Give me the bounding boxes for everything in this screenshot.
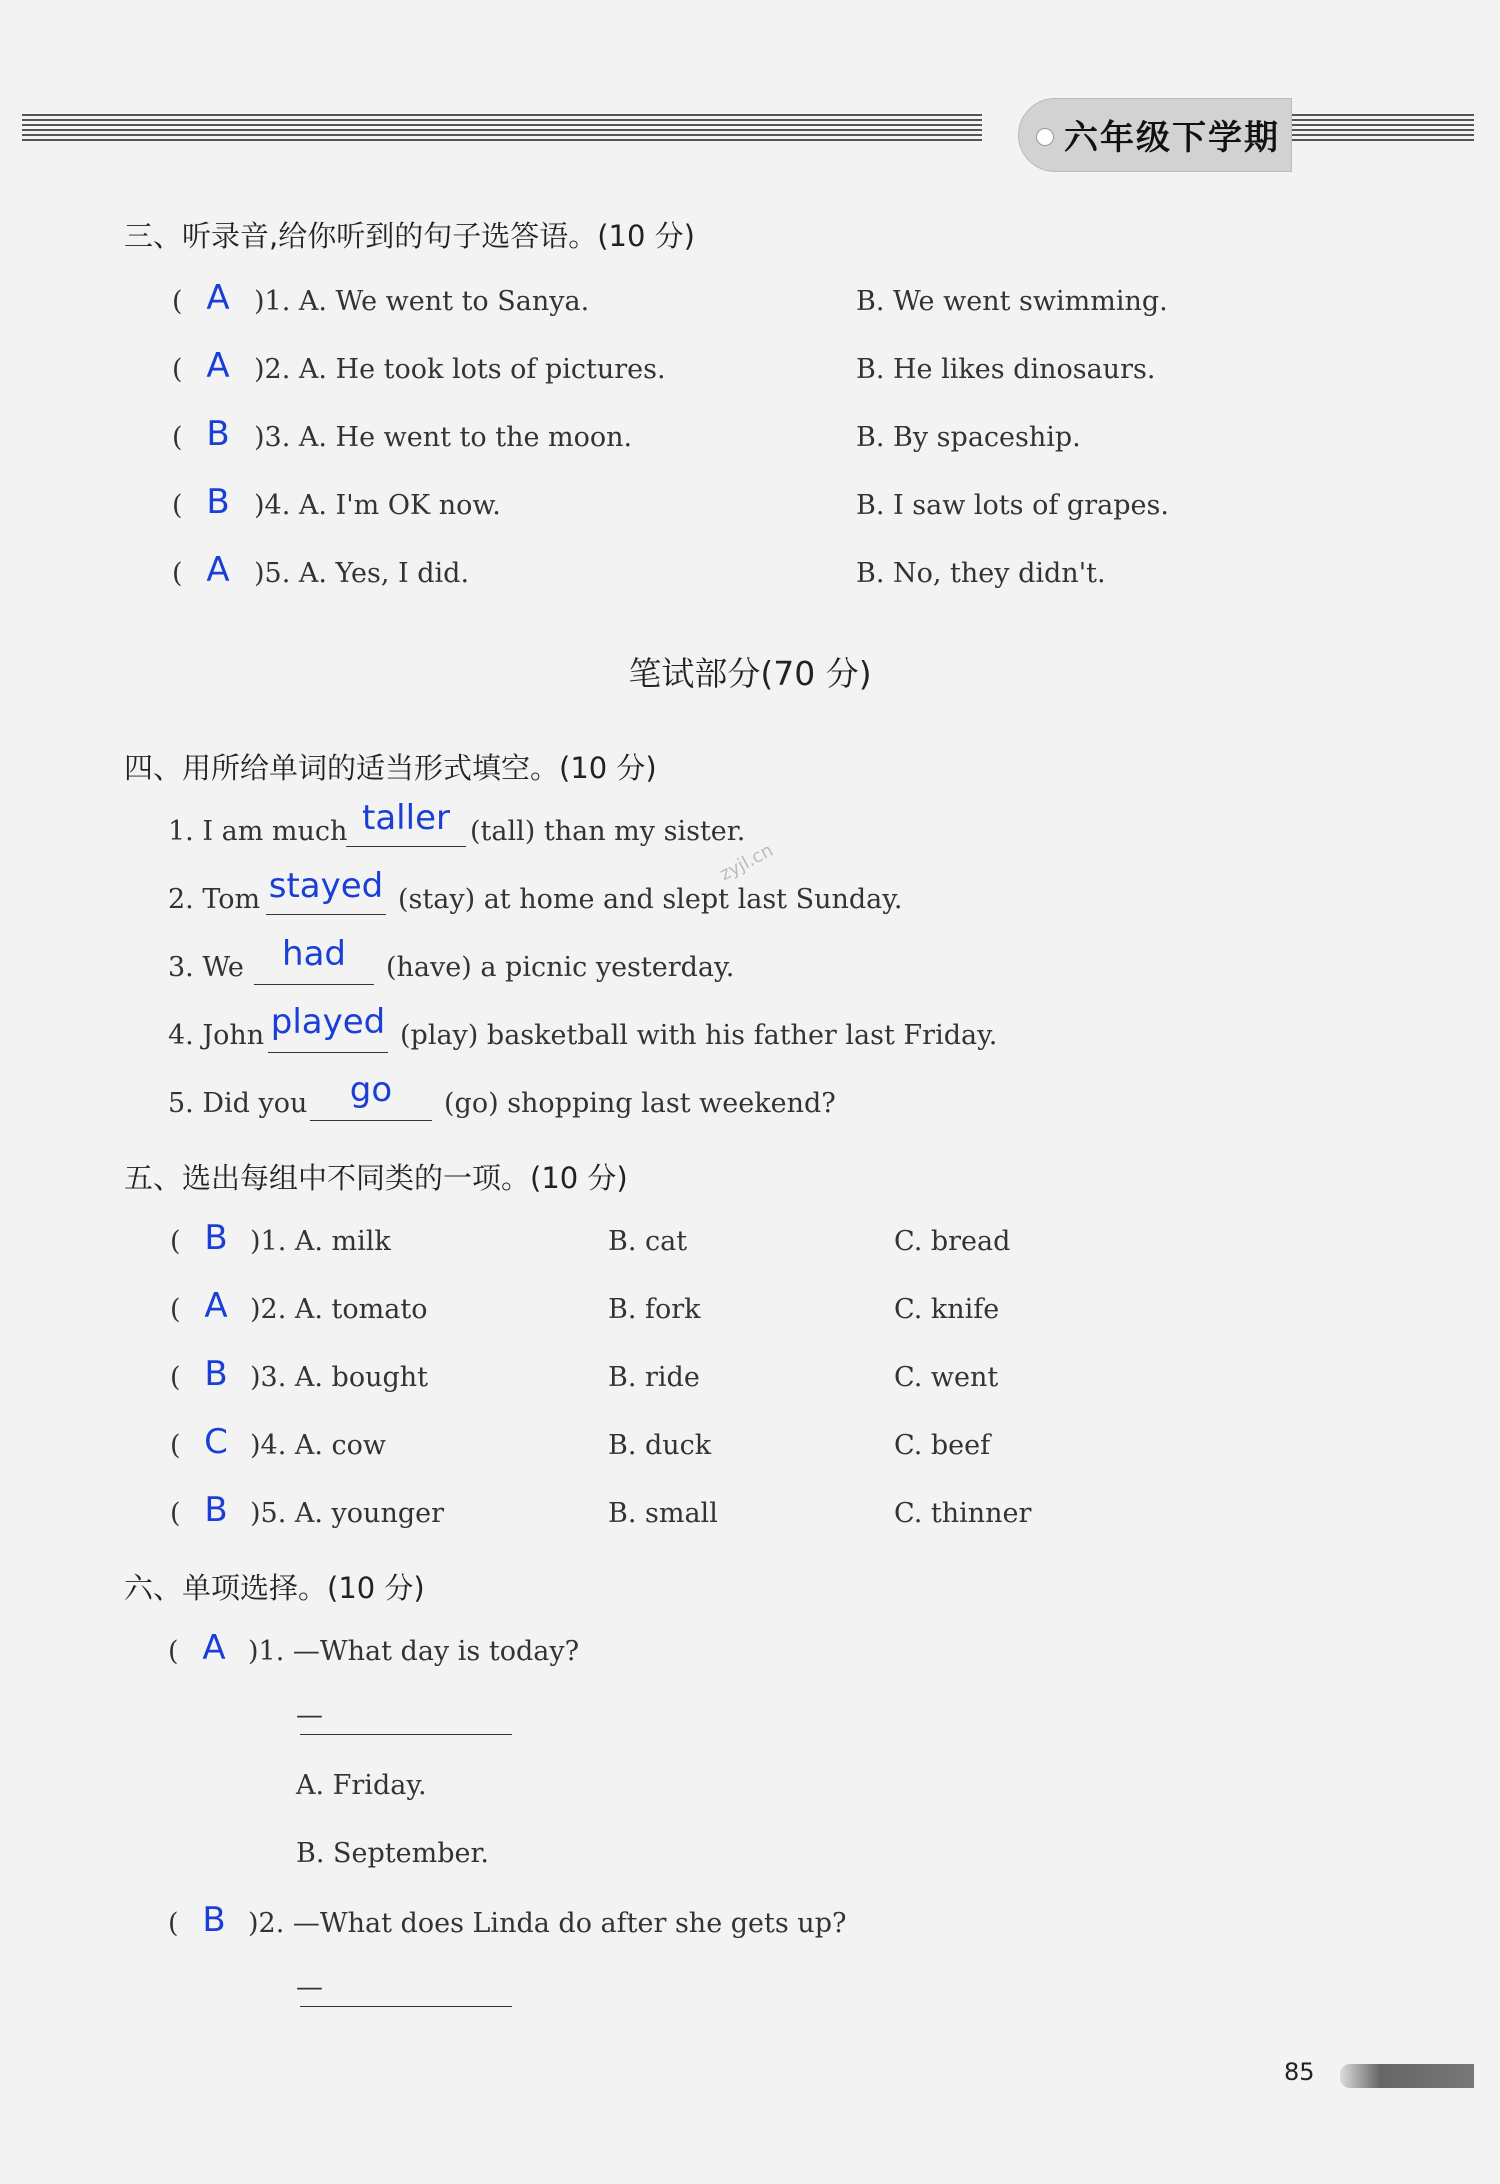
header-rule-right xyxy=(1292,114,1474,158)
section5-title: 五、选出每组中不同类的一项。(10 分) xyxy=(124,1161,628,1195)
sentence-start: 2. Tom xyxy=(168,884,261,915)
answer-mark: B xyxy=(202,1900,226,1940)
option-a: )2. A. He took lots of pictures. xyxy=(254,354,666,385)
option-b: B. We went swimming. xyxy=(856,286,1168,317)
fill-answer: played xyxy=(270,1002,386,1042)
reply-line xyxy=(300,1976,512,2007)
written-part-title: 笔试部分(70 分) xyxy=(628,654,872,693)
option-c: C. beef xyxy=(894,1430,991,1461)
reply-dash: — xyxy=(296,1972,323,2003)
open-paren: ( xyxy=(170,1430,181,1461)
fill-answer: had xyxy=(282,934,346,974)
option-a: )5. A. Yes, I did. xyxy=(254,558,470,589)
sentence-start: 5. Did you xyxy=(168,1088,308,1119)
option-b: B. small xyxy=(608,1498,718,1529)
section6-title: 六、单项选择。(10 分) xyxy=(124,1571,425,1605)
header-rule-left xyxy=(22,114,982,158)
option-b: B. I saw lots of grapes. xyxy=(856,490,1169,521)
sentence-start: 4. John xyxy=(168,1020,265,1051)
sentence-start: 3. We xyxy=(168,952,244,983)
watermark: zyjl.cn xyxy=(716,839,777,886)
question-text: )1. —What day is today? xyxy=(248,1636,580,1667)
option-a: )1. A. We went to Sanya. xyxy=(254,286,590,317)
answer-mark: B xyxy=(204,1354,228,1394)
option-b: B. ride xyxy=(608,1362,700,1393)
answer-mark: B xyxy=(206,482,230,522)
open-paren: ( xyxy=(172,354,183,385)
sentence-start: 1. I am much xyxy=(168,816,348,847)
open-paren: ( xyxy=(170,1294,181,1325)
sentence-end: (go) shopping last weekend? xyxy=(444,1088,836,1119)
page-number: 85 xyxy=(1284,2058,1315,2086)
question-text: )2. —What does Linda do after she gets up? xyxy=(248,1908,847,1939)
option-a: )3. A. bought xyxy=(250,1362,428,1393)
open-paren: ( xyxy=(170,1226,181,1257)
option-c: C. thinner xyxy=(894,1498,1032,1529)
fill-answer: taller xyxy=(362,798,450,838)
sentence-end: (have) a picnic yesterday. xyxy=(386,952,735,983)
open-paren: ( xyxy=(172,558,183,589)
answer-mark: A xyxy=(206,550,230,590)
option-c: C. went xyxy=(894,1362,999,1393)
option-b: B. No, they didn't. xyxy=(856,558,1106,589)
open-paren: ( xyxy=(172,286,183,317)
option-a: )1. A. milk xyxy=(250,1226,391,1257)
answer-mark: C xyxy=(204,1422,228,1462)
section4-title: 四、用所给单词的适当形式填空。(10 分) xyxy=(124,751,657,785)
open-paren: ( xyxy=(172,422,183,453)
option-a: )5. A. younger xyxy=(250,1498,444,1529)
fill-answer: go xyxy=(349,1070,393,1110)
grade-label: 六年级下学期 xyxy=(1064,118,1280,158)
fill-answer: stayed xyxy=(268,866,384,906)
open-paren: ( xyxy=(170,1498,181,1529)
answer-mark: B xyxy=(204,1490,228,1530)
option-b: B. fork xyxy=(608,1294,701,1325)
answer-mark: A xyxy=(206,346,230,386)
reply-line xyxy=(300,1704,512,1735)
sentence-end: (stay) at home and slept last Sunday. xyxy=(398,884,903,915)
answer-mark: A xyxy=(206,278,230,318)
option-b: B. By spaceship. xyxy=(856,422,1081,453)
page-number-bar xyxy=(1340,2064,1474,2088)
sentence-end: (tall) than my sister. xyxy=(470,816,746,847)
section3-title: 三、听录音,给你听到的句子选答语。(10 分) xyxy=(124,219,695,253)
option-a: )2. A. tomato xyxy=(250,1294,428,1325)
open-paren: ( xyxy=(172,490,183,521)
option-b: B. He likes dinosaurs. xyxy=(856,354,1156,385)
option-b: B. duck xyxy=(608,1430,712,1461)
option-a: )3. A. He went to the moon. xyxy=(254,422,633,453)
option-a: )4. A. cow xyxy=(250,1430,387,1461)
option-b: B. cat xyxy=(608,1226,688,1257)
option-a: )4. A. I'm OK now. xyxy=(254,490,501,521)
open-paren: ( xyxy=(168,1636,179,1667)
answer-mark: B xyxy=(206,414,230,454)
sentence-end: (play) basketball with his father last Friday. xyxy=(400,1020,998,1051)
open-paren: ( xyxy=(170,1362,181,1393)
grade-tab xyxy=(1018,98,1292,172)
option-c: C. bread xyxy=(894,1226,1011,1257)
option-c: C. knife xyxy=(894,1294,1000,1325)
choice-b: B. September. xyxy=(296,1838,489,1869)
answer-mark: A xyxy=(202,1628,226,1668)
open-paren: ( xyxy=(168,1908,179,1939)
tab-dot-icon xyxy=(1036,128,1054,146)
reply-dash: — xyxy=(296,1700,323,1731)
choice-a: A. Friday. xyxy=(296,1770,427,1801)
answer-mark: B xyxy=(204,1218,228,1258)
answer-mark: A xyxy=(204,1286,228,1326)
